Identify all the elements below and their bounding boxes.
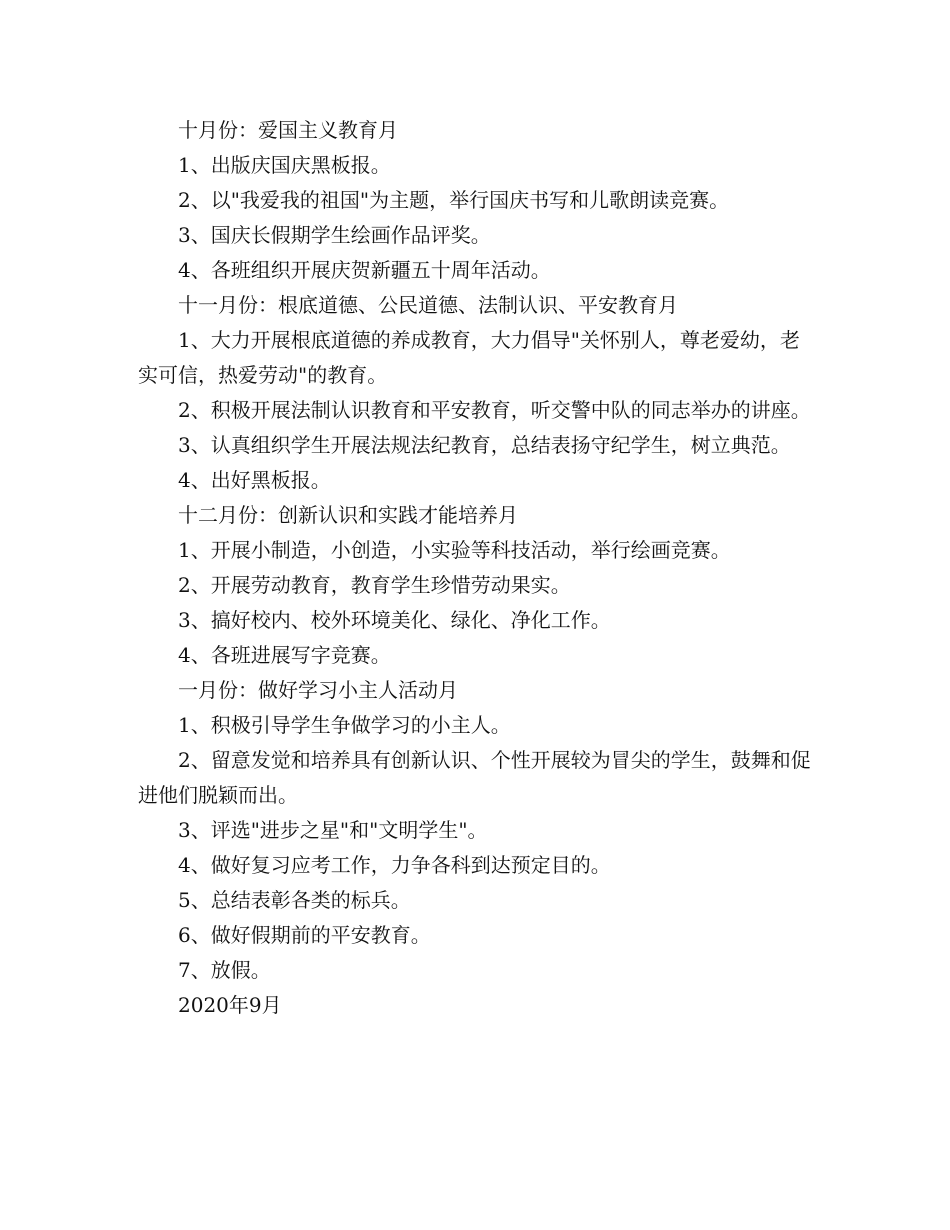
section-heading-october: 十月份：爱国主义教育月: [178, 118, 398, 142]
list-item: 2、留意发觉和培养具有创新认识、个性开展较为冒尖的学生，鼓舞和促进他们脱颖而出。: [138, 748, 811, 807]
list-item: 1、出版庆国庆黑板报。: [178, 153, 391, 177]
list-item: 4、出好黑板报。: [178, 468, 331, 492]
list-item: 7、放假。: [178, 958, 271, 982]
list-item: 4、各班进展写字竞赛。: [178, 643, 391, 667]
document-body: [138, 113, 813, 1023]
section-heading-december: 十二月份：创新认识和实践才能培养月: [178, 503, 518, 527]
list-item: 2、开展劳动教育，教育学生珍惜劳动果实。: [178, 573, 571, 597]
list-item: 1、积极引导学生争做学习的小主人。: [178, 713, 511, 737]
list-item: 4、各班组织开展庆贺新疆五十周年活动。: [178, 258, 551, 282]
list-item: 3、认真组织学生开展法规法纪教育，总结表扬守纪学生，树立典范。: [178, 433, 791, 457]
list-item: 3、搞好校内、校外环境美化、绿化、净化工作。: [178, 608, 611, 632]
list-item: 3、评选"进步之星"和"文明学生"。: [178, 818, 488, 842]
list-item: 1、开展小制造，小创造，小实验等科技活动，举行绘画竞赛。: [178, 538, 731, 562]
list-item: 5、总结表彰各类的标兵。: [178, 888, 411, 912]
list-item: 4、做好复习应考工作，力争各科到达预定目的。: [178, 853, 611, 877]
section-heading-january: 一月份：做好学习小主人活动月: [178, 678, 458, 702]
list-item: 1、大力开展根底道德的养成教育，大力倡导"关怀别人，尊老爱幼，老实可信，热爱劳动"的教育。: [138, 328, 800, 387]
section-heading-november: 十一月份：根底道德、公民道德、法制认识、平安教育月: [178, 293, 678, 317]
document-date: 2020年9月: [178, 993, 282, 1017]
list-item: 3、国庆长假期学生绘画作品评奖。: [178, 223, 491, 247]
list-item: 2、积极开展法制认识教育和平安教育，听交警中队的同志举办的讲座。: [178, 398, 811, 422]
list-item: 2、以"我爱我的祖国"为主题，举行国庆书写和儿歌朗读竞赛。: [178, 188, 730, 212]
list-item: 6、做好假期前的平安教育。: [178, 923, 431, 947]
